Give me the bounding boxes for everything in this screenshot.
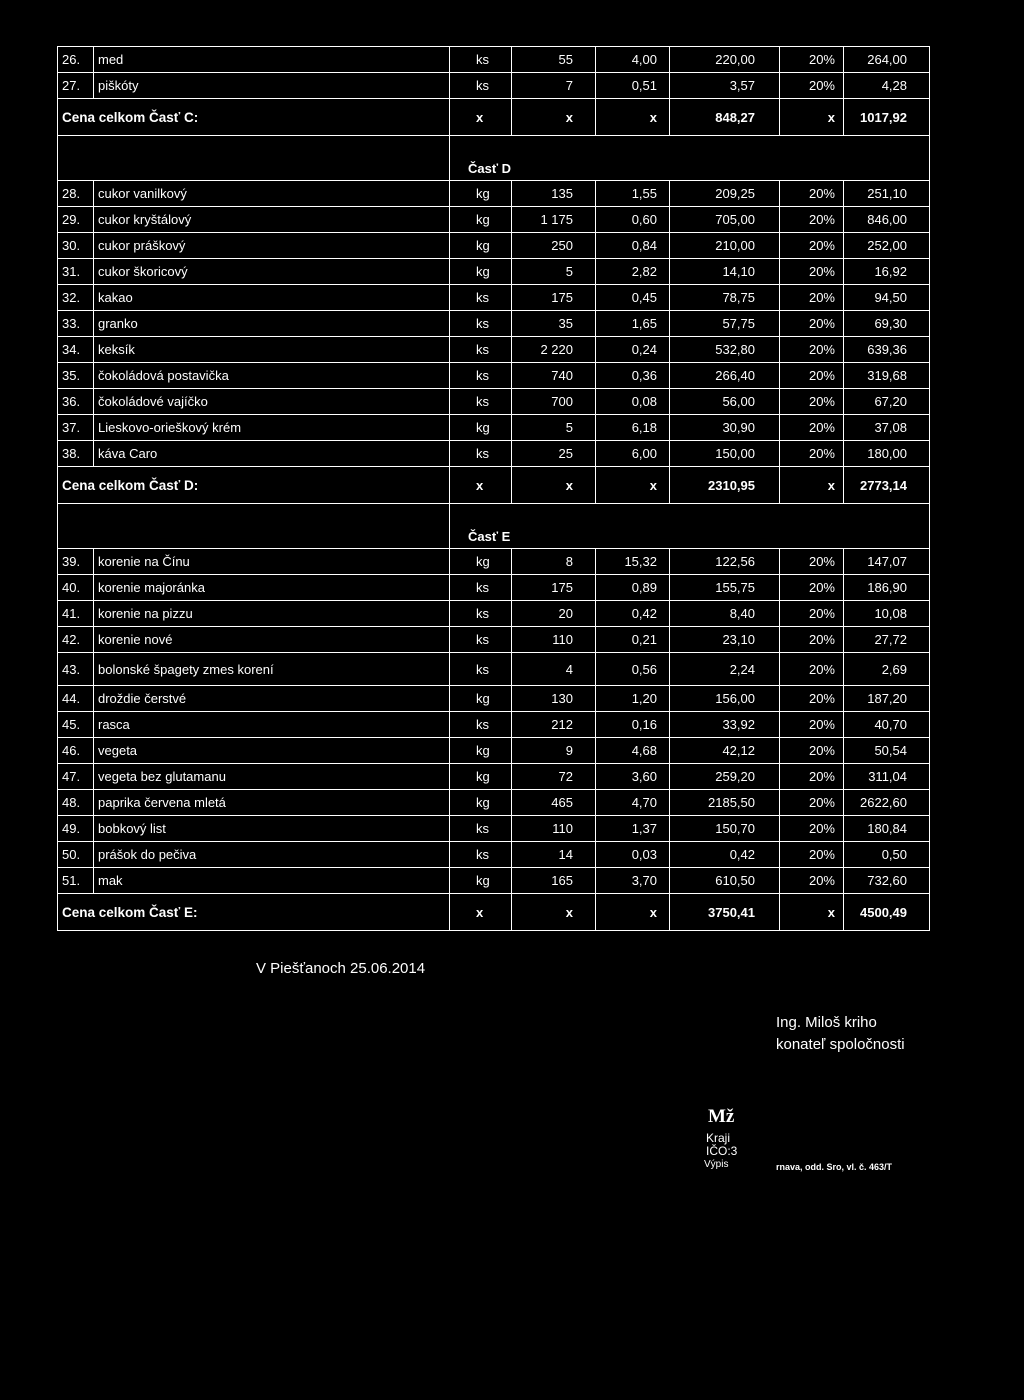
item-gross-total: 10,08 <box>844 601 930 627</box>
item-name: korenie na Čínu <box>94 549 450 575</box>
item-number: 32. <box>58 285 94 311</box>
signatory-role: konateľ spoločnosti <box>776 1036 905 1053</box>
item-total: 14,10 <box>670 259 780 285</box>
item-unit: ks <box>450 627 512 653</box>
section-total-row <box>58 894 930 931</box>
item-unit-price: 0,21 <box>596 627 670 653</box>
item-total: 57,75 <box>670 311 780 337</box>
total-unit: x <box>450 99 512 136</box>
item-name: cukor vanilkový <box>94 181 450 207</box>
item-unit-price: 1,20 <box>596 686 670 712</box>
table-row <box>58 259 930 285</box>
table-row <box>58 842 930 868</box>
company-stamp <box>700 1100 930 1180</box>
item-unit-price: 6,00 <box>596 441 670 467</box>
item-unit: ks <box>450 311 512 337</box>
item-number: 47. <box>58 764 94 790</box>
item-gross-total: 67,20 <box>844 389 930 415</box>
table-row <box>58 575 930 601</box>
item-unit: ks <box>450 601 512 627</box>
item-vat-rate: 20% <box>780 842 844 868</box>
table-row <box>58 441 930 467</box>
total-quantity: x <box>512 99 596 136</box>
item-number: 30. <box>58 233 94 259</box>
total-net: 848,27 <box>670 99 780 136</box>
stamp-line-3: IČO:3 <box>706 1144 738 1158</box>
table-row <box>58 311 930 337</box>
item-name: paprika červena mletá <box>94 790 450 816</box>
item-vat-rate: 20% <box>780 653 844 686</box>
item-quantity: 110 <box>512 816 596 842</box>
item-vat-rate: 20% <box>780 686 844 712</box>
item-unit-price: 3,60 <box>596 764 670 790</box>
section-title: Časť E <box>450 504 930 549</box>
item-vat-rate: 20% <box>780 441 844 467</box>
item-unit-price: 0,03 <box>596 842 670 868</box>
item-quantity: 72 <box>512 764 596 790</box>
item-vat-rate: 20% <box>780 389 844 415</box>
item-name: kakao <box>94 285 450 311</box>
item-gross-total: 50,54 <box>844 738 930 764</box>
item-gross-total: 732,60 <box>844 868 930 894</box>
item-unit-price: 4,68 <box>596 738 670 764</box>
item-quantity: 7 <box>512 73 596 99</box>
total-vat: x <box>780 894 844 931</box>
item-quantity: 55 <box>512 47 596 73</box>
item-vat-rate: 20% <box>780 259 844 285</box>
item-unit: ks <box>450 441 512 467</box>
item-unit-price: 0,36 <box>596 363 670 389</box>
item-unit-price: 0,42 <box>596 601 670 627</box>
table-row <box>58 653 930 686</box>
item-quantity: 165 <box>512 868 596 894</box>
item-number: 43. <box>58 653 94 686</box>
section-spacer <box>58 136 450 181</box>
stamp-line-2: Kraji <box>706 1131 731 1145</box>
item-quantity: 465 <box>512 790 596 816</box>
table-row <box>58 285 930 311</box>
item-name: rasca <box>94 712 450 738</box>
item-quantity: 5 <box>512 259 596 285</box>
table-row <box>58 738 930 764</box>
item-quantity: 1 175 <box>512 207 596 233</box>
item-unit-price: 0,89 <box>596 575 670 601</box>
item-unit-price: 0,08 <box>596 389 670 415</box>
item-name: mak <box>94 868 450 894</box>
item-number: 33. <box>58 311 94 337</box>
table-row <box>58 233 930 259</box>
item-total: 220,00 <box>670 47 780 73</box>
item-total: 33,92 <box>670 712 780 738</box>
item-quantity: 212 <box>512 712 596 738</box>
item-number: 38. <box>58 441 94 467</box>
item-gross-total: 2,69 <box>844 653 930 686</box>
table-row <box>58 712 930 738</box>
item-unit-price: 1,55 <box>596 181 670 207</box>
item-gross-total: 4,28 <box>844 73 930 99</box>
item-vat-rate: 20% <box>780 415 844 441</box>
item-number: 31. <box>58 259 94 285</box>
item-unit-price: 15,32 <box>596 549 670 575</box>
item-name: čokoládové vajíčko <box>94 389 450 415</box>
item-vat-rate: 20% <box>780 868 844 894</box>
item-unit-price: 3,70 <box>596 868 670 894</box>
item-total: 210,00 <box>670 233 780 259</box>
item-number: 42. <box>58 627 94 653</box>
item-vat-rate: 20% <box>780 816 844 842</box>
item-number: 37. <box>58 415 94 441</box>
item-unit-price: 0,24 <box>596 337 670 363</box>
item-vat-rate: 20% <box>780 549 844 575</box>
item-vat-rate: 20% <box>780 285 844 311</box>
item-name: korenie majoránka <box>94 575 450 601</box>
item-total: 23,10 <box>670 627 780 653</box>
item-quantity: 20 <box>512 601 596 627</box>
item-vat-rate: 20% <box>780 575 844 601</box>
item-name: granko <box>94 311 450 337</box>
total-unit: x <box>450 894 512 931</box>
item-total: 8,40 <box>670 601 780 627</box>
item-number: 46. <box>58 738 94 764</box>
item-unit: kg <box>450 764 512 790</box>
place-date: V Piešťanoch 25.06.2014 <box>256 960 426 977</box>
total-label: Cena celkom Časť D: <box>58 467 450 504</box>
item-name: keksík <box>94 337 450 363</box>
item-gross-total: 0,50 <box>844 842 930 868</box>
item-quantity: 4 <box>512 653 596 686</box>
item-total: 30,90 <box>670 415 780 441</box>
item-vat-rate: 20% <box>780 337 844 363</box>
item-total: 42,12 <box>670 738 780 764</box>
item-total: 705,00 <box>670 207 780 233</box>
item-name: piškóty <box>94 73 450 99</box>
item-unit-price: 0,45 <box>596 285 670 311</box>
item-total: 259,20 <box>670 764 780 790</box>
total-label: Cena celkom Časť E: <box>58 894 450 931</box>
table-row <box>58 389 930 415</box>
item-unit: ks <box>450 47 512 73</box>
item-unit: ks <box>450 73 512 99</box>
item-vat-rate: 20% <box>780 363 844 389</box>
item-number: 48. <box>58 790 94 816</box>
item-total: 122,56 <box>670 549 780 575</box>
item-unit-price: 1,65 <box>596 311 670 337</box>
total-unit-price: x <box>596 467 670 504</box>
item-vat-rate: 20% <box>780 712 844 738</box>
section-total-row <box>58 467 930 504</box>
item-gross-total: 40,70 <box>844 712 930 738</box>
item-vat-rate: 20% <box>780 207 844 233</box>
stamp-line-5: rnava, odd. Sro, vl. č. 463/T <box>776 1162 893 1172</box>
item-name: vegeta bez glutamanu <box>94 764 450 790</box>
price-table <box>57 46 930 931</box>
item-unit-price: 0,51 <box>596 73 670 99</box>
item-total: 78,75 <box>670 285 780 311</box>
item-number: 26. <box>58 47 94 73</box>
item-gross-total: 27,72 <box>844 627 930 653</box>
item-quantity: 8 <box>512 549 596 575</box>
item-gross-total: 180,00 <box>844 441 930 467</box>
item-number: 35. <box>58 363 94 389</box>
item-name: bobkový list <box>94 816 450 842</box>
item-gross-total: 264,00 <box>844 47 930 73</box>
item-unit: kg <box>450 868 512 894</box>
item-number: 51. <box>58 868 94 894</box>
item-quantity: 135 <box>512 181 596 207</box>
section-spacer <box>58 504 450 549</box>
item-gross-total: 186,90 <box>844 575 930 601</box>
item-number: 34. <box>58 337 94 363</box>
item-name: korenie nové <box>94 627 450 653</box>
item-quantity: 14 <box>512 842 596 868</box>
table-row <box>58 181 930 207</box>
section-header-row <box>58 136 930 181</box>
total-gross: 4500,49 <box>844 894 930 931</box>
total-net: 2310,95 <box>670 467 780 504</box>
item-name: bolonské špagety zmes korení <box>94 653 450 686</box>
total-unit-price: x <box>596 894 670 931</box>
total-gross: 2773,14 <box>844 467 930 504</box>
item-name: cukor škoricový <box>94 259 450 285</box>
item-total: 150,70 <box>670 816 780 842</box>
item-number: 29. <box>58 207 94 233</box>
item-vat-rate: 20% <box>780 47 844 73</box>
item-unit-price: 1,37 <box>596 816 670 842</box>
table-row <box>58 764 930 790</box>
total-unit-price: x <box>596 99 670 136</box>
stamp-line-1: Mž <box>708 1106 735 1127</box>
table-row <box>58 363 930 389</box>
total-vat: x <box>780 99 844 136</box>
signatory <box>776 1012 905 1056</box>
item-number: 44. <box>58 686 94 712</box>
item-vat-rate: 20% <box>780 764 844 790</box>
item-number: 39. <box>58 549 94 575</box>
item-unit: kg <box>450 686 512 712</box>
item-unit: kg <box>450 233 512 259</box>
table-row <box>58 337 930 363</box>
item-total: 56,00 <box>670 389 780 415</box>
item-unit-price: 2,82 <box>596 259 670 285</box>
item-quantity: 5 <box>512 415 596 441</box>
item-vat-rate: 20% <box>780 790 844 816</box>
item-gross-total: 319,68 <box>844 363 930 389</box>
item-quantity: 25 <box>512 441 596 467</box>
item-vat-rate: 20% <box>780 627 844 653</box>
item-name: káva Caro <box>94 441 450 467</box>
item-unit: ks <box>450 653 512 686</box>
item-gross-total: 251,10 <box>844 181 930 207</box>
table-row <box>58 868 930 894</box>
item-quantity: 110 <box>512 627 596 653</box>
table-row <box>58 627 930 653</box>
item-gross-total: 846,00 <box>844 207 930 233</box>
item-total: 266,40 <box>670 363 780 389</box>
item-gross-total: 252,00 <box>844 233 930 259</box>
item-number: 41. <box>58 601 94 627</box>
total-quantity: x <box>512 467 596 504</box>
table-row <box>58 816 930 842</box>
item-number: 40. <box>58 575 94 601</box>
item-total: 156,00 <box>670 686 780 712</box>
section-title: Časť D <box>450 136 930 181</box>
table-row <box>58 207 930 233</box>
item-gross-total: 69,30 <box>844 311 930 337</box>
item-gross-total: 37,08 <box>844 415 930 441</box>
item-gross-total: 94,50 <box>844 285 930 311</box>
table-row <box>58 790 930 816</box>
item-vat-rate: 20% <box>780 311 844 337</box>
item-unit: ks <box>450 816 512 842</box>
item-quantity: 250 <box>512 233 596 259</box>
item-unit-price: 4,00 <box>596 47 670 73</box>
item-vat-rate: 20% <box>780 233 844 259</box>
item-name: korenie na pizzu <box>94 601 450 627</box>
item-quantity: 35 <box>512 311 596 337</box>
item-name: čokoládová postavička <box>94 363 450 389</box>
item-total: 532,80 <box>670 337 780 363</box>
item-unit-price: 0,60 <box>596 207 670 233</box>
item-total: 155,75 <box>670 575 780 601</box>
stamp-line-4: Výpis <box>704 1159 729 1170</box>
item-total: 2185,50 <box>670 790 780 816</box>
item-unit: ks <box>450 842 512 868</box>
item-unit: ks <box>450 712 512 738</box>
item-total: 209,25 <box>670 181 780 207</box>
item-quantity: 130 <box>512 686 596 712</box>
item-total: 2,24 <box>670 653 780 686</box>
total-vat: x <box>780 467 844 504</box>
item-name: med <box>94 47 450 73</box>
item-number: 49. <box>58 816 94 842</box>
item-unit: kg <box>450 738 512 764</box>
item-vat-rate: 20% <box>780 601 844 627</box>
total-gross: 1017,92 <box>844 99 930 136</box>
item-gross-total: 639,36 <box>844 337 930 363</box>
item-gross-total: 16,92 <box>844 259 930 285</box>
table-row <box>58 601 930 627</box>
item-unit: ks <box>450 575 512 601</box>
table-row <box>58 686 930 712</box>
item-number: 45. <box>58 712 94 738</box>
item-total: 0,42 <box>670 842 780 868</box>
item-number: 27. <box>58 73 94 99</box>
table-row <box>58 549 930 575</box>
item-unit: kg <box>450 415 512 441</box>
item-number: 28. <box>58 181 94 207</box>
item-unit: ks <box>450 363 512 389</box>
item-unit: kg <box>450 181 512 207</box>
table-row <box>58 47 930 73</box>
item-vat-rate: 20% <box>780 181 844 207</box>
item-gross-total: 187,20 <box>844 686 930 712</box>
item-quantity: 740 <box>512 363 596 389</box>
item-name: Lieskovo-orieškový krém <box>94 415 450 441</box>
item-number: 50. <box>58 842 94 868</box>
item-name: vegeta <box>94 738 450 764</box>
section-total-row <box>58 99 930 136</box>
item-unit: kg <box>450 207 512 233</box>
item-name: cukor kryštálový <box>94 207 450 233</box>
item-gross-total: 180,84 <box>844 816 930 842</box>
item-unit-price: 6,18 <box>596 415 670 441</box>
item-name: cukor práškový <box>94 233 450 259</box>
item-name: prášok do pečiva <box>94 842 450 868</box>
table-row <box>58 73 930 99</box>
section-header-row <box>58 504 930 549</box>
item-vat-rate: 20% <box>780 738 844 764</box>
item-quantity: 2 220 <box>512 337 596 363</box>
item-unit: kg <box>450 259 512 285</box>
item-total: 150,00 <box>670 441 780 467</box>
total-unit: x <box>450 467 512 504</box>
item-unit: ks <box>450 389 512 415</box>
item-unit-price: 0,56 <box>596 653 670 686</box>
total-net: 3750,41 <box>670 894 780 931</box>
item-total: 3,57 <box>670 73 780 99</box>
total-quantity: x <box>512 894 596 931</box>
item-quantity: 175 <box>512 285 596 311</box>
total-label: Cena celkom Časť C: <box>58 99 450 136</box>
signatory-name: Ing. Miloš kriho <box>776 1014 877 1031</box>
item-total: 610,50 <box>670 868 780 894</box>
item-unit: kg <box>450 549 512 575</box>
item-vat-rate: 20% <box>780 73 844 99</box>
item-unit-price: 4,70 <box>596 790 670 816</box>
item-quantity: 175 <box>512 575 596 601</box>
item-unit: kg <box>450 790 512 816</box>
item-unit: ks <box>450 285 512 311</box>
item-gross-total: 311,04 <box>844 764 930 790</box>
item-unit: ks <box>450 337 512 363</box>
item-name: droždie čerstvé <box>94 686 450 712</box>
item-quantity: 9 <box>512 738 596 764</box>
item-unit-price: 0,16 <box>596 712 670 738</box>
table-row <box>58 415 930 441</box>
item-unit-price: 0,84 <box>596 233 670 259</box>
item-number: 36. <box>58 389 94 415</box>
item-gross-total: 147,07 <box>844 549 930 575</box>
item-quantity: 700 <box>512 389 596 415</box>
item-gross-total: 2622,60 <box>844 790 930 816</box>
